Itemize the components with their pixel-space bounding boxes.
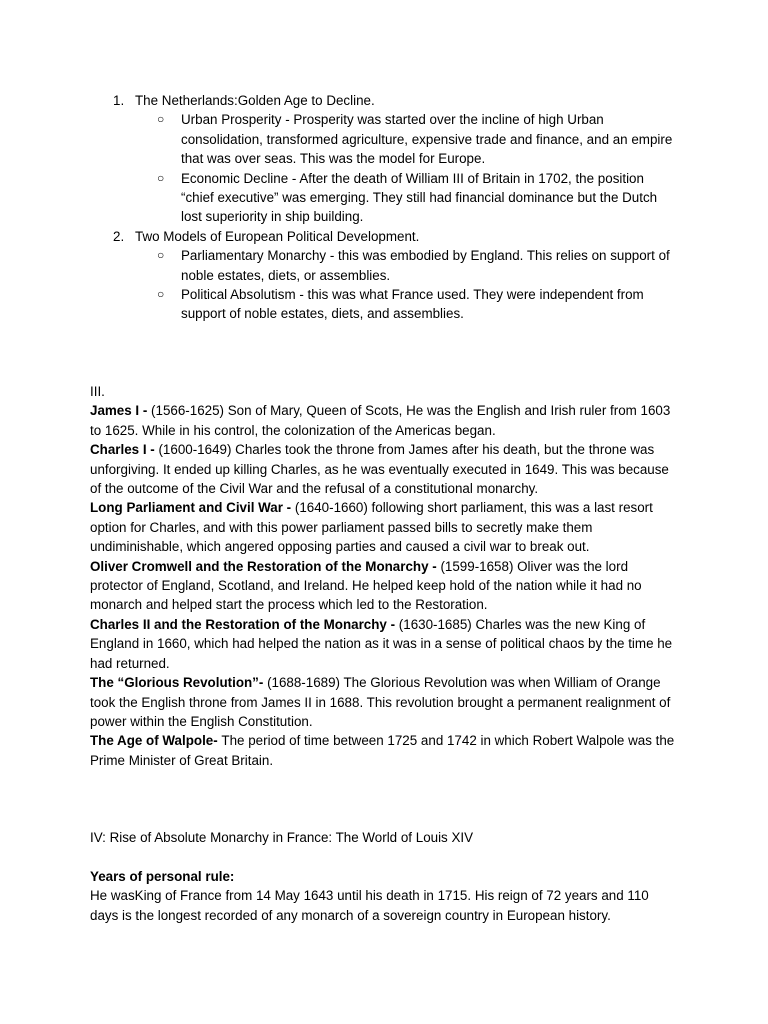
- list-item: [0, 91, 768, 110]
- entry-text: (1566-1625) Son of Mary, Queen of Scots, He was the English and Irish ruler from 1603 to 1625. While in his control, the colonization of the Americas began.: [90, 403, 671, 438]
- bullet-text: Political Absolutism - this was what France used. They were independent from support of noble estates, diets, and assemblies.: [181, 287, 644, 322]
- entry-age-of-walpole: [90, 731, 676, 770]
- bullet-text: Urban Prosperity - Prosperity was started over the incline of high Urban consolidation, transformed agriculture, expensive trade and finance, and an empire that was over seas. This was the model for Europe.: [181, 112, 673, 167]
- list-item-text: The Netherlands:Golden Age to Decline.: [135, 93, 375, 108]
- section-heading: III.: [90, 384, 105, 399]
- hollow-circle-bullet-icon: ○: [157, 170, 165, 185]
- entry-text: (1630-1685) Charles was the new King of England in 1660, which had helped the nation as it was in a sense of political chaos by the time he had returned.: [90, 616, 673, 671]
- hollow-circle-bullet-icon: ○: [157, 248, 165, 263]
- bullet-item: [0, 246, 768, 285]
- bullet-item: [0, 110, 768, 168]
- list-item-text: Two Models of European Political Development.: [135, 228, 420, 244]
- entry-text: (1688-1689) The Glorious Revolution was when William of Orange took the English throne from James II in 1688. This revolution brought a permanent realignment of power within the English Constitution.: [90, 675, 671, 729]
- entry-term: The Age of Walpole-: [90, 733, 222, 749]
- entry-term: Oliver Cromwell and the Restoration of the Monarchy -: [90, 558, 441, 574]
- numbered-list: [0, 91, 768, 324]
- bullet-text: Parliamentary Monarchy - this was embodied by England. This relies on support of noble estates, diets, or assemblies.: [181, 248, 670, 283]
- subheading: Years of personal rule:: [90, 868, 235, 884]
- entry-charles-ii: [90, 615, 676, 673]
- entry-james-i: [90, 401, 676, 440]
- hollow-circle-bullet-icon: ○: [157, 287, 165, 302]
- hollow-circle-bullet-icon: ○: [157, 112, 165, 127]
- body-paragraph: He wasKing of France from 14 May 1643 until his death in 1715. His reign of 72 years and 110 days is the longest recorded of any monarch of a sovereign country in European history.: [90, 888, 649, 923]
- section-heading: IV: Rise of Absolute Monarchy in France: The World of Louis XIV: [90, 830, 474, 845]
- entry-text: The period of time between 1725 and 1742 in which Robert Walpole was the Prime Minister of Great Britain.: [90, 733, 675, 768]
- entry-glorious-revolution: [90, 673, 676, 731]
- list-number: 2.: [113, 228, 125, 244]
- bullet-item: [0, 169, 768, 227]
- entry-term: The “Glorious Revolution”-: [90, 675, 268, 691]
- entry-term: James I -: [90, 403, 152, 419]
- bullet-item: [0, 285, 768, 324]
- section-three: [90, 382, 676, 770]
- entry-long-parliament: [90, 498, 676, 556]
- entry-term: Long Parliament and Civil War -: [90, 500, 295, 516]
- entry-oliver-cromwell: [90, 557, 676, 615]
- bullet-text: Economic Decline - After the death of William III of Britain in 1702, the position “chief executive” was emerging. They still had financial dominance but the Dutch lost superiority in ship building.: [181, 170, 658, 225]
- entry-text: (1600-1649) Charles took the throne from James after his death, but the throne was unforgiving. It ended up killing Charles, as he was eventually executed in 1649. This was because of the outcome of the Civil War and the refusal of a constitutional monarchy.: [90, 442, 669, 497]
- entry-charles-i: [90, 440, 676, 498]
- list-number: 1.: [113, 93, 125, 108]
- entry-text: (1640-1660) following short parliament, this was a last resort option for Charles, and with this power parliament passed bills to secretly make them undiminishable, which angered opposing parties and caused a civil war to break out.: [90, 500, 653, 555]
- blank-line: [90, 847, 676, 866]
- entry-term: Charles II and the Restoration of the Monarchy -: [90, 616, 399, 632]
- list-item: [0, 227, 768, 246]
- section-four: [90, 828, 676, 925]
- entry-term: Charles I -: [90, 442, 159, 458]
- entry-text: (1599-1658) Oliver was the lord protector of England, Scotland, and Ireland. He helped keep hold of the nation while it had no monarch and helped start the process which led to the Restoration.: [90, 558, 642, 613]
